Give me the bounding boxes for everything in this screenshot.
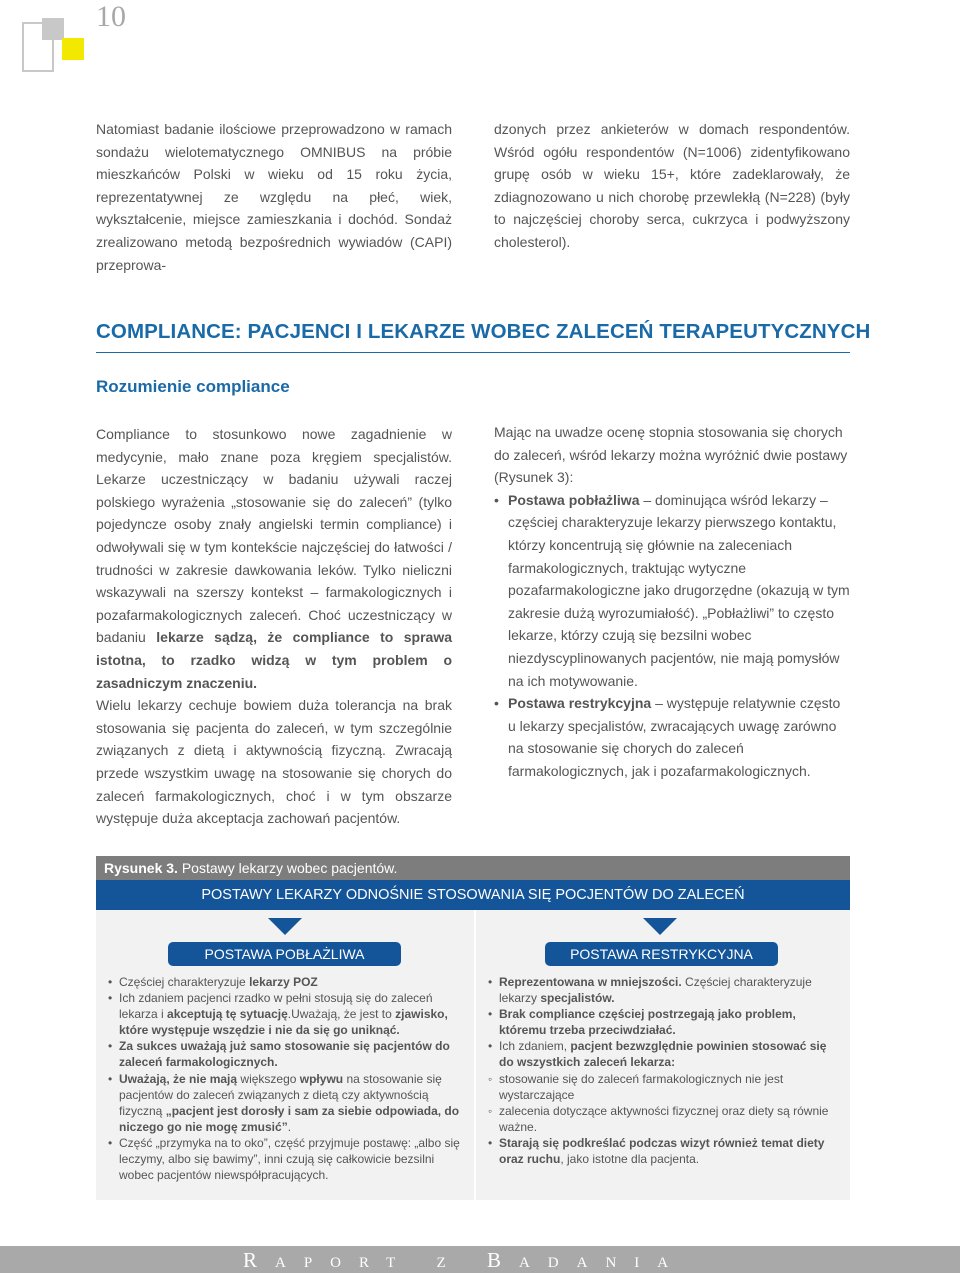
item-bold: Reprezentowana w mniejszości. [499, 975, 682, 989]
item-bold: specjalistów. [540, 991, 615, 1006]
postawa-poblazliwa-label: POSTAWA POBŁAŻLIWA [168, 942, 401, 966]
item-text: .Uważają, że jest to [287, 1007, 396, 1022]
list-subitem [488, 1103, 833, 1135]
item-bold: Starają się podkreślać podczas wizyt również temat diety oraz ruchu [499, 1135, 825, 1167]
list-item [488, 1038, 833, 1070]
figure-caption [96, 856, 850, 880]
intro-left-paragraph: Natomiast badanie ilościowe przeprowadzono w ramach sondażu wielotematycznego OMNIBUS na próbie mieszkańców Polski w wieku od 15 roku życia, reprezentatywnej ze względu na płeć, wiek, wykształcenie, miejsce zamieszkania i dochód. Sondaż zrealizowano metodą bezpośrednich wywiadów (CAPI) przeprowa- [96, 121, 452, 273]
item-bold: Uważają, że nie mają [119, 1071, 238, 1086]
bullet-2-bold: Postawa restrykcyjna [508, 695, 652, 712]
item-text: Częściej charakteryzuje [119, 975, 250, 989]
figure-caption-text: Postawy lekarzy wobec pacjentów. [177, 860, 398, 876]
list-subitem [488, 1071, 833, 1103]
item-bold: lekarzy POZ [249, 975, 318, 989]
subsection-title: Rozumienie compliance [96, 377, 290, 396]
list-item [488, 974, 833, 1006]
body-right-column [494, 421, 850, 783]
footer-title: Raport z Badania [243, 1248, 687, 1272]
item-bold: pacjent bezwzględnie powinien stosować się do wszystkich zaleceń lekarza: [499, 1039, 827, 1070]
figure-banner: POSTAWY LEKARZY ODNOŚNIE STOSOWANIA SIĘ POCJENTÓW DO ZALECEŃ [96, 880, 850, 910]
page-number: 10 [96, 0, 126, 33]
item-text: Częściej charakteryzuje lekarzy [499, 975, 812, 1006]
body-right-intro: Mając na uwadze ocenę stopnia stosowania się chorych do zaleceń, wśród lekarzy można wyróżnić dwie postawy (Rysunek 3): [494, 424, 848, 486]
figure-divider [474, 910, 476, 1200]
intro-left-column [96, 118, 452, 276]
figure-caption-label: Rysunek 3. [104, 860, 178, 876]
item-text: , jako istotne dla pacjenta. [560, 1152, 700, 1167]
bullet-postawa-restrykcyjna [494, 692, 850, 782]
section-title: COMPLIANCE: PACJENCI I LEKARZE WOBEC ZALECEŃ TERAPEUTYCZNYCH [96, 320, 850, 353]
list-item [488, 1006, 833, 1038]
bullet-postawa-poblazliwa [494, 489, 850, 692]
item-bold: Za sukces uważają już samo stosowanie się pacjentów do zaleceń farmakologicznych. [119, 1039, 450, 1070]
postawa-restrykcyjna-list [488, 974, 833, 1167]
item-text: Ich zdaniem pacjenci rzadko w pełni stosują się do zaleceń lekarza i [119, 991, 433, 1022]
item-text: stosowanie się do zaleceń farmakologicznych nie jest wystarczające [499, 1071, 784, 1102]
arrow-down-right-icon [643, 918, 677, 935]
postawa-restrykcyjna-label: POSTAWA RESTRYKCYJNA [545, 942, 778, 966]
list-item [488, 1135, 833, 1167]
item-text: zalecenia dotyczące aktywności fizycznej oraz diety są równie ważne. [499, 1103, 829, 1134]
body-left-paragraph-1 [96, 423, 452, 694]
bullet-2-text: – występuje relatywnie często u lekarzy specjalistów, zwracających uwagę zarówno na stosowanie się chorych do zaleceń farmakologicznych, jak i pozafarmakologicznych. [508, 695, 841, 779]
item-text: na stosowanie się pacjentów do zaleceń związanych z dietą czy aktywnością fizyczną [119, 1071, 442, 1118]
list-item [108, 990, 460, 1038]
list-item [108, 1135, 460, 1183]
item-bold: wpływu [299, 1071, 344, 1086]
body-left-p1-bold: lekarze sądzą, że compliance to sprawa istotna, to rzadko widzą w tym problem o zasadniczym znaczeniu. [96, 629, 452, 691]
list-item [108, 1038, 460, 1070]
item-text: większego [237, 1071, 300, 1086]
body-left-column [96, 423, 452, 830]
decorative-square-grey [42, 18, 64, 40]
item-bold: Brak compliance częściej postrzegają jako problem, któremu trzeba przeciwdziałać. [499, 1007, 796, 1038]
intro-right-column [494, 118, 850, 254]
bullet-1-text: – dominująca wśród lekarzy – częściej charakteryzuje lekarzy pierwszego kontaktu, którzy koncentrują się głównie na zaleceniach farmakologicznych, traktując wytyczne pozafarmakologiczne jako drugorzędne (okazują w tym zakresie dużą wyrozumiałość). „Pobłażliwi” to często lekarze, którzy czują się bezsilni wobec niezdyscyplinowanych pacjentów, nie mają pomysłów na ich motywowanie. [508, 491, 850, 689]
item-text: Część „przymyka na to oko”, część przyjmuje postawę: „albo się leczymy, albo się bawimy”, inni czują się całkowicie bezsilni wobec pacjentów niewspółpracujących. [119, 1135, 460, 1183]
body-left-p1-text: Compliance to stosunkowo nowe zagadnienie w medycynie, mało znane poza kręgiem specjalistów. Lekarze uczestniczący w badaniu używali raczej polskiego wyrażenia „stosowanie się do zaleceń” (tylko pojedyncze osoby znały angielski termin compliance) i odwoływali się w tym kontekście najczęściej do łatwości / trudności w zakresie dawkowania leków. Tylko nieliczni wskazywali na szerszy kontekst – farmakologicznych i pozafarmakologicznych zaleceń. Choć uczestniczący w badaniu [96, 426, 452, 646]
item-text: Ich zdaniem, [499, 1039, 571, 1054]
postawa-poblazliwa-list [108, 974, 460, 1183]
item-bold: „pacjent jest dorosły i sam za siebie odpowiada, do niczego go nie mogę zmusić” [119, 1103, 460, 1134]
item-text: . [287, 1119, 292, 1134]
bullet-1-bold: Postawa pobłażliwa [508, 491, 640, 508]
arrow-down-left-icon [268, 918, 302, 935]
list-item [108, 1071, 460, 1135]
intro-right-paragraph: dzonych przez ankieterów w domach respondentów. Wśród ogółu respondentów (N=1006) zidentyfikowano grupę osób w wieku 15+, które zadeklarowały, że zdiagnozowano u nich chorobę przewlekłą (N=228) (były to najczęściej choroby serca, cukrzyca i podwyższony cholesterol). [494, 121, 850, 250]
decorative-square-yellow [62, 38, 84, 60]
list-item [108, 974, 460, 990]
body-left-paragraph-2: Wielu lekarzy cechuje bowiem duża tolerancja na brak stosowania się pacjenta do zaleceń, w tym szczególnie związanych z dietą i aktywnością fizyczną. Zwracają przede wszystkim uwagę na stosowanie się chorych do zaleceń farmakologicznych, choć i w tym obszarze występuje duża akceptacja zachowań pacjentów. [96, 697, 452, 827]
item-bold: zjawisko, które występuje wszędzie i nie da się go uniknąć. [119, 1007, 448, 1038]
item-bold: akceptują tę sytuację [167, 1007, 288, 1022]
